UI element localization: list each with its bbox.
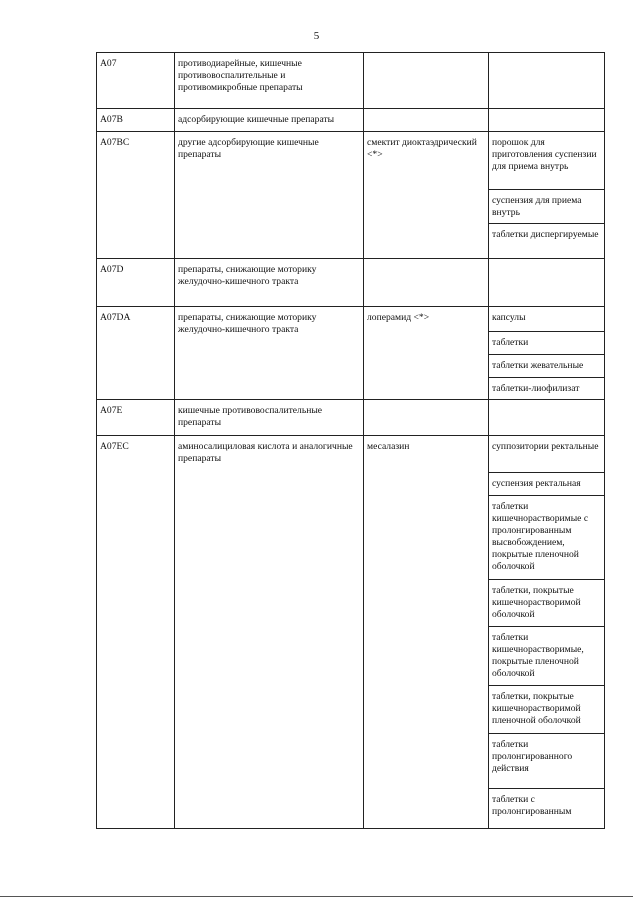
dosage-form-cell: суспензия ректальная (489, 473, 605, 496)
dosage-form-cell: таблетки кишечнорастворимые, покрытые пленочной оболочкой (489, 627, 605, 686)
atc-code-cell: A07BC (97, 132, 175, 259)
table-row (97, 436, 605, 473)
drug-name-cell (364, 53, 489, 109)
dosage-form-cell: таблетки (489, 332, 605, 355)
table-row (97, 53, 605, 109)
page-number: 5 (313, 30, 320, 42)
dosage-form-cell: таблетки, покрытые кишечнорастворимой оболочкой (489, 580, 605, 627)
atc-group-cell: препараты, снижающие моторику желудочно-кишечного тракта (175, 307, 364, 400)
dosage-form-cell (489, 400, 605, 436)
dosage-form-cell: таблетки жевательные (489, 355, 605, 378)
atc-group-cell: другие адсорбирующие кишечные препараты (175, 132, 364, 259)
drug-name-cell: смектит диоктаэдрический <*> (364, 132, 489, 259)
table-row (97, 400, 605, 436)
dosage-form-cell: суспензия для приема внутрь (489, 190, 605, 224)
dosage-form-cell: таблетки-лиофилизат (489, 378, 605, 400)
dosage-form-cell: таблетки пролонгированного действия (489, 734, 605, 789)
atc-code-cell: A07DA (97, 307, 175, 400)
dosage-form-cell: суппозитории ректальные (489, 436, 605, 473)
dosage-form-cell: порошок для приготовления суспензии для приема внутрь (489, 132, 605, 190)
dosage-form-cell (489, 53, 605, 109)
dosage-form-cell (489, 259, 605, 307)
atc-code-cell: A07EC (97, 436, 175, 829)
dosage-form-cell: таблетки, покрытые кишечнорастворимой пленочной оболочкой (489, 686, 605, 734)
dosage-form-cell: таблетки с пролонгированным (489, 789, 605, 829)
dosage-form-cell: капсулы (489, 307, 605, 332)
table-row (97, 307, 605, 332)
dosage-form-cell (489, 109, 605, 132)
table-row (97, 109, 605, 132)
dosage-form-cell: таблетки кишечнорастворимые с пролонгированным высвобождением, покрытые пленочной оболочкой (489, 496, 605, 580)
atc-group-cell: противодиарейные, кишечные противовоспалительные и противомикробные препараты (175, 53, 364, 109)
atc-code-cell: A07D (97, 259, 175, 307)
drug-name-cell (364, 259, 489, 307)
drug-name-cell: лоперамид <*> (364, 307, 489, 400)
atc-group-cell: кишечные противовоспалительные препараты (175, 400, 364, 436)
table-row (97, 132, 605, 190)
atc-code-cell: A07 (97, 53, 175, 109)
drug-name-cell (364, 109, 489, 132)
atc-code-cell: A07B (97, 109, 175, 132)
dosage-form-cell: таблетки диспергируемые (489, 224, 605, 259)
drug-name-cell: месалазин (364, 436, 489, 829)
drug-name-cell (364, 400, 489, 436)
atc-group-cell: адсорбирующие кишечные препараты (175, 109, 364, 132)
atc-group-cell: препараты, снижающие моторику желудочно-кишечного тракта (175, 259, 364, 307)
atc-drug-table (96, 52, 605, 829)
table-row (97, 259, 605, 307)
atc-code-cell: A07E (97, 400, 175, 436)
page-bottom-border (0, 896, 633, 897)
atc-group-cell: аминосалициловая кислота и аналогичные препараты (175, 436, 364, 829)
